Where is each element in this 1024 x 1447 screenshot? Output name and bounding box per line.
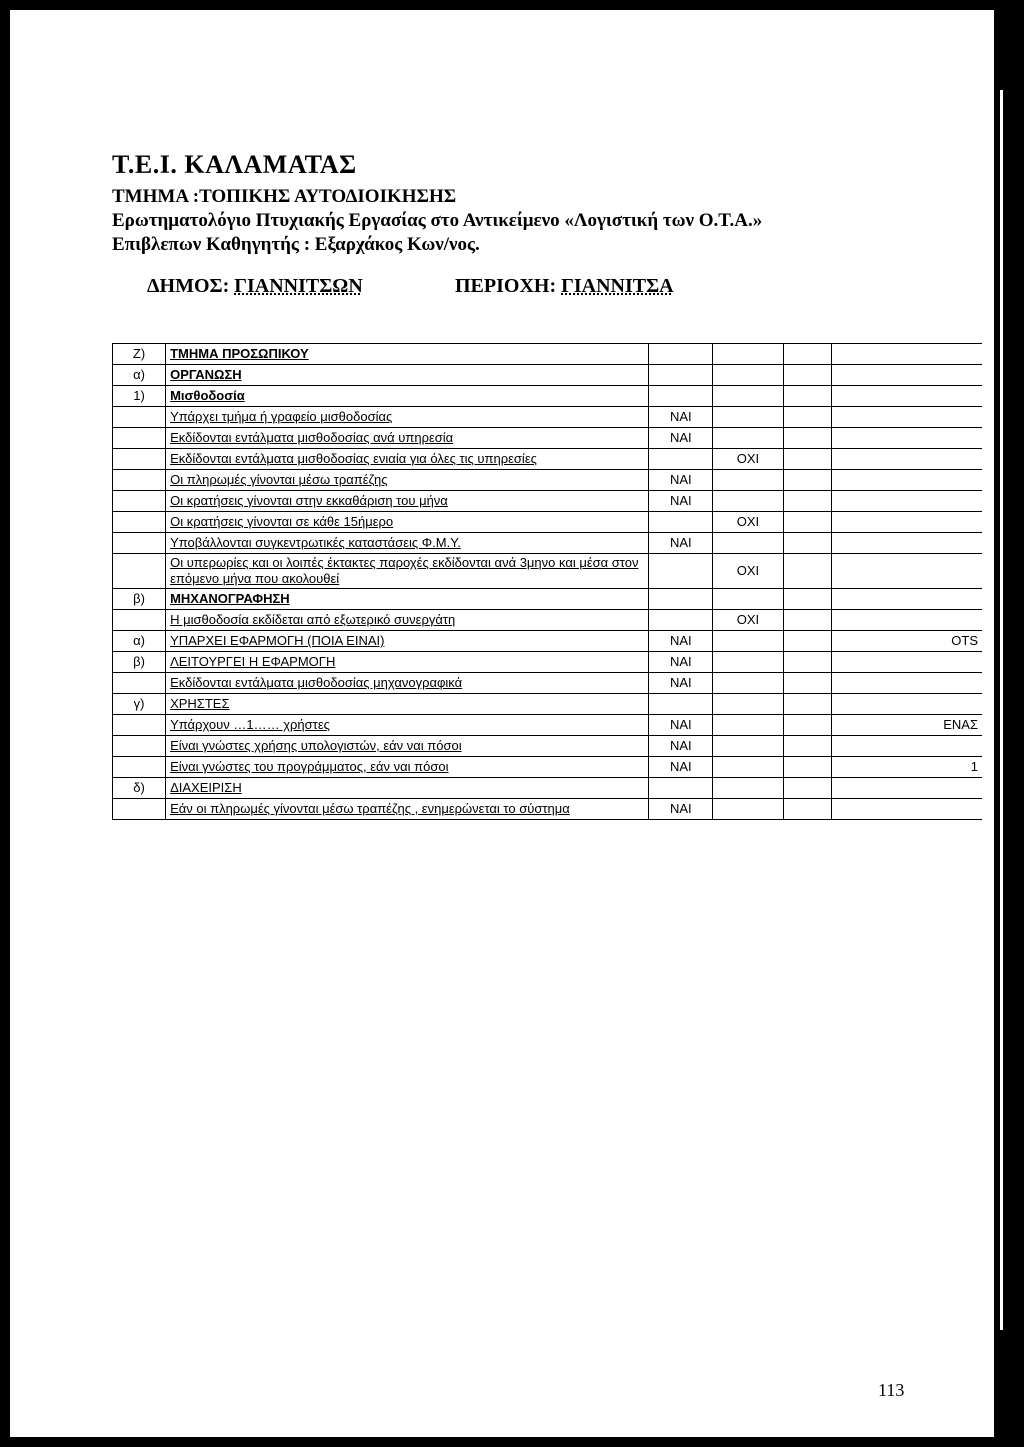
row-yes-cell — [649, 610, 713, 631]
row-no-cell: ΟΧΙ — [713, 554, 783, 589]
row-extra-cell — [832, 386, 982, 407]
supervisor-line: Επιβλεπων Καθηγητής : Εξαρχάκος Κων/νος. — [112, 234, 480, 255]
table-row — [113, 694, 983, 715]
row-no-cell — [713, 673, 783, 694]
table-row — [113, 757, 983, 778]
row-yes-cell: ΝΑΙ — [649, 631, 713, 652]
area-field — [455, 275, 674, 298]
row-index-cell — [113, 512, 166, 533]
area-label: ΠΕΡΙΟΧΗ: — [455, 275, 557, 297]
row-no-cell — [713, 799, 783, 820]
row-spacer-cell — [783, 449, 832, 470]
row-yes-cell — [649, 449, 713, 470]
table-row — [113, 533, 983, 554]
row-yes-cell — [649, 365, 713, 386]
row-spacer-cell — [783, 365, 832, 386]
row-no-cell — [713, 652, 783, 673]
row-no-cell: ΟΧΙ — [713, 449, 783, 470]
row-spacer-cell — [783, 554, 832, 589]
row-extra-cell — [832, 407, 982, 428]
row-no-cell — [713, 631, 783, 652]
row-question-cell: Εκδίδονται εντάλματα μισθοδοσίας ενιαία για όλες τις υπηρεσίες — [166, 449, 649, 470]
table-row — [113, 470, 983, 491]
row-question-cell: Μισθοδοσία — [166, 386, 649, 407]
row-spacer-cell — [783, 736, 832, 757]
row-extra-cell — [832, 449, 982, 470]
row-index-cell — [113, 470, 166, 491]
row-question-cell: Εκδίδονται εντάλματα μισθοδοσίας μηχανογραφικά — [166, 673, 649, 694]
row-spacer-cell — [783, 428, 832, 449]
row-yes-cell: ΝΑΙ — [649, 407, 713, 428]
row-yes-cell: ΝΑΙ — [649, 757, 713, 778]
table-row — [113, 799, 983, 820]
row-yes-cell: ΝΑΙ — [649, 428, 713, 449]
row-yes-cell: ΝΑΙ — [649, 470, 713, 491]
row-extra-cell — [832, 470, 982, 491]
table-row — [113, 554, 983, 589]
table-row — [113, 589, 983, 610]
institution-title: Τ.Ε.Ι. ΚΑΛΑΜΑΤΑΣ — [112, 150, 357, 179]
row-extra-cell — [832, 799, 982, 820]
row-extra-cell — [832, 736, 982, 757]
row-spacer-cell — [783, 673, 832, 694]
row-question-cell: Υπάρχουν …1…… χρήστες — [166, 715, 649, 736]
row-question-cell: Υποβάλλονται συγκεντρωτικές καταστάσεις Φ.Μ.Υ. — [166, 533, 649, 554]
row-question-cell: ΤΜΗΜΑ ΠΡΟΣΩΠΙΚΟΥ — [166, 344, 649, 365]
row-no-cell — [713, 778, 783, 799]
row-index-cell: γ) — [113, 694, 166, 715]
row-question-cell: Υπάρχει τμήμα ή γραφείο μισθοδοσίας — [166, 407, 649, 428]
row-index-cell — [113, 736, 166, 757]
row-spacer-cell — [783, 589, 832, 610]
table-row — [113, 491, 983, 512]
row-extra-cell: 1 — [832, 757, 982, 778]
table-row — [113, 652, 983, 673]
row-no-cell — [713, 533, 783, 554]
row-spacer-cell — [783, 344, 832, 365]
row-spacer-cell — [783, 694, 832, 715]
page-number: 113 — [878, 1380, 905, 1400]
row-extra-cell — [832, 652, 982, 673]
row-spacer-cell — [783, 407, 832, 428]
table-row — [113, 386, 983, 407]
row-yes-cell: ΝΑΙ — [649, 736, 713, 757]
row-question-cell: ΛΕΙΤΟΥΡΓΕΙ Η ΕΦΑΡΜΟΓΗ — [166, 652, 649, 673]
municipality-label: ΔΗΜΟΣ: — [147, 275, 230, 297]
row-index-cell — [113, 533, 166, 554]
table-row — [113, 365, 983, 386]
row-no-cell — [713, 365, 783, 386]
municipality-field — [147, 275, 363, 298]
row-index-cell — [113, 449, 166, 470]
row-index-cell — [113, 673, 166, 694]
row-index-cell: δ) — [113, 778, 166, 799]
row-index-cell — [113, 407, 166, 428]
table-row — [113, 736, 983, 757]
row-yes-cell: ΝΑΙ — [649, 799, 713, 820]
questionnaire-title: Ερωτηματολόγιο Πτυχιακής Εργασίας στο Αντικείμενο «Λογιστική των Ο.Τ.Α.» — [112, 210, 763, 231]
row-question-cell: Οι πληρωμές γίνονται μέσω τραπέζης — [166, 470, 649, 491]
row-extra-cell — [832, 491, 982, 512]
row-extra-cell — [832, 428, 982, 449]
row-index-cell — [113, 799, 166, 820]
row-question-cell: Οι κρατήσεις γίνονται σε κάθε 15ήμερο — [166, 512, 649, 533]
row-question-cell: Εάν οι πληρωμές γίνονται μέσω τραπέζης , ενημερώνεται το σύστημα — [166, 799, 649, 820]
row-extra-cell — [832, 589, 982, 610]
row-spacer-cell — [783, 631, 832, 652]
row-index-cell: α) — [113, 631, 166, 652]
table-row — [113, 428, 983, 449]
row-no-cell: ΟΧΙ — [713, 610, 783, 631]
row-index-cell: α) — [113, 365, 166, 386]
table-row — [113, 631, 983, 652]
row-no-cell — [713, 736, 783, 757]
department-title: ΤΜΗΜΑ :ΤΟΠΙΚΗΣ ΑΥΤΟΔΙΟΙΚΗΣΗΣ — [112, 186, 457, 207]
page-edge-line — [1000, 90, 1003, 1330]
row-yes-cell: ΝΑΙ — [649, 652, 713, 673]
row-question-cell: Είναι γνώστες του προγράμματος, εάν ναι πόσοι — [166, 757, 649, 778]
row-question-cell: Εκδίδονται εντάλματα μισθοδοσίας ανά υπηρεσία — [166, 428, 649, 449]
row-no-cell: ΟΧΙ — [713, 512, 783, 533]
document-header — [112, 150, 912, 258]
row-spacer-cell — [783, 757, 832, 778]
row-no-cell — [713, 428, 783, 449]
row-yes-cell: ΝΑΙ — [649, 673, 713, 694]
table-row — [113, 344, 983, 365]
row-index-cell — [113, 491, 166, 512]
table-row — [113, 673, 983, 694]
row-spacer-cell — [783, 386, 832, 407]
row-yes-cell — [649, 694, 713, 715]
row-question-cell: ΟΡΓΑΝΩΣΗ — [166, 365, 649, 386]
row-extra-cell — [832, 554, 982, 589]
row-no-cell — [713, 407, 783, 428]
row-spacer-cell — [783, 610, 832, 631]
row-spacer-cell — [783, 715, 832, 736]
row-yes-cell — [649, 554, 713, 589]
row-extra-cell — [832, 365, 982, 386]
row-yes-cell — [649, 344, 713, 365]
row-yes-cell: ΝΑΙ — [649, 715, 713, 736]
row-extra-cell — [832, 512, 982, 533]
row-no-cell — [713, 757, 783, 778]
row-extra-cell — [832, 673, 982, 694]
row-yes-cell: ΝΑΙ — [649, 533, 713, 554]
row-question-cell: Είναι γνώστες χρήσης υπολογιστών, εάν ναι πόσοι — [166, 736, 649, 757]
row-index-cell — [113, 610, 166, 631]
questionnaire-table — [112, 343, 982, 820]
row-spacer-cell — [783, 799, 832, 820]
row-extra-cell: ΕΝΑΣ — [832, 715, 982, 736]
row-spacer-cell — [783, 491, 832, 512]
row-extra-cell — [832, 694, 982, 715]
row-extra-cell: OTS — [832, 631, 982, 652]
row-question-cell: ΧΡΗΣΤΕΣ — [166, 694, 649, 715]
row-spacer-cell — [783, 470, 832, 491]
table-row — [113, 512, 983, 533]
row-extra-cell — [832, 778, 982, 799]
row-extra-cell — [832, 533, 982, 554]
row-no-cell — [713, 344, 783, 365]
table-row — [113, 610, 983, 631]
row-no-cell — [713, 715, 783, 736]
row-no-cell — [713, 470, 783, 491]
row-index-cell: Ζ) — [113, 344, 166, 365]
row-index-cell: 1) — [113, 386, 166, 407]
row-spacer-cell — [783, 512, 832, 533]
row-spacer-cell — [783, 533, 832, 554]
row-question-cell: Η μισθοδοσία εκδίδεται από εξωτερικό συνεργάτη — [166, 610, 649, 631]
row-index-cell — [113, 715, 166, 736]
municipality-value: ΓΙΑΝΝΙΤΣΩΝ — [234, 275, 363, 297]
row-question-cell: Οι κρατήσεις γίνονται στην εκκαθάριση του μήνα — [166, 491, 649, 512]
area-value: ΓΙΑΝΝΙΤΣΑ — [561, 275, 674, 297]
row-index-cell — [113, 428, 166, 449]
row-extra-cell — [832, 344, 982, 365]
row-spacer-cell — [783, 778, 832, 799]
table-row — [113, 715, 983, 736]
row-yes-cell — [649, 589, 713, 610]
row-index-cell — [113, 757, 166, 778]
table-row — [113, 778, 983, 799]
row-index-cell: β) — [113, 652, 166, 673]
row-question-cell: Οι υπερωρίες και οι λοιπές έκτακτες παροχές εκδίδονται ανά 3μηνο και μέσα στον επόμενο μήνα που ακολουθεί — [166, 554, 649, 589]
row-index-cell: β) — [113, 589, 166, 610]
row-spacer-cell — [783, 652, 832, 673]
row-yes-cell — [649, 386, 713, 407]
row-no-cell — [713, 694, 783, 715]
row-question-cell: ΥΠΑΡΧΕΙ ΕΦΑΡΜΟΓΗ (ΠΟΙΑ ΕΙΝΑΙ) — [166, 631, 649, 652]
row-question-cell: ΔΙΑΧΕΙΡΙΣΗ — [166, 778, 649, 799]
row-yes-cell — [649, 512, 713, 533]
row-yes-cell: ΝΑΙ — [649, 491, 713, 512]
row-no-cell — [713, 491, 783, 512]
row-question-cell: ΜΗΧΑΝΟΓΡΑΦΗΣΗ — [166, 589, 649, 610]
row-extra-cell — [832, 610, 982, 631]
row-index-cell — [113, 554, 166, 589]
table-row — [113, 407, 983, 428]
row-no-cell — [713, 386, 783, 407]
table-row — [113, 449, 983, 470]
row-yes-cell — [649, 778, 713, 799]
row-no-cell — [713, 589, 783, 610]
